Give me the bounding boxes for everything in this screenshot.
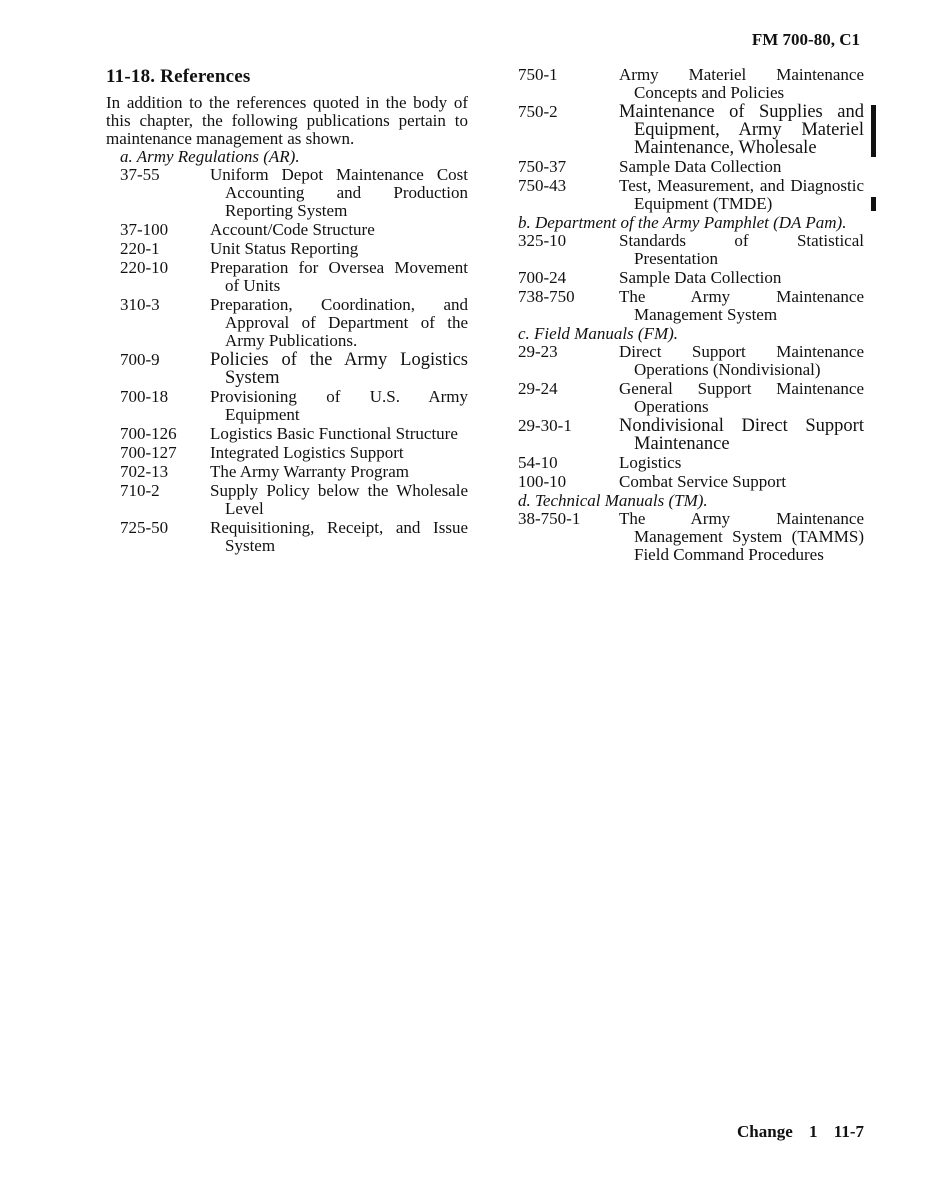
ref-number: 38-750-1 (518, 509, 581, 528)
page-number: 11-7 (833, 1122, 864, 1141)
ref-title: Sample Data Collection (619, 157, 782, 176)
ref-number: 750-1 (518, 65, 558, 84)
ref-title: The Army Warranty Program (210, 462, 409, 481)
ref-title: The Army Maintenance Management System (TAMMS) Field Command Procedures (619, 509, 864, 564)
ref-title: Logistics (619, 453, 682, 472)
ref-title: Requisitioning, Receipt, and Issue System (210, 518, 468, 555)
ref-title: Army Materiel Maintenance Concepts and Policies (619, 65, 864, 102)
ref-title: Nondivisional Direct Support Maintenance (619, 416, 864, 454)
right-column (518, 66, 864, 565)
ref-entry (518, 473, 864, 491)
ref-entry (106, 166, 468, 220)
ref-entry (518, 158, 864, 176)
ref-entry (518, 288, 864, 324)
ref-entry (518, 510, 864, 564)
ref-entry (106, 240, 468, 258)
ar-heading: a. Army Regulations (AR). (120, 147, 300, 166)
ref-entry (106, 463, 468, 481)
ref-number: 710-2 (120, 481, 160, 500)
ref-title: Preparation for Oversea Movement of Units (210, 258, 468, 295)
ref-title: Unit Status Reporting (210, 239, 359, 258)
ref-entry (106, 482, 468, 518)
ref-number: 100-10 (518, 472, 567, 491)
ref-title: General Support Maintenance Operations (619, 379, 864, 416)
change-bar (871, 197, 876, 211)
ref-number: 700-126 (120, 424, 177, 443)
section-title: 11-18. References (106, 66, 251, 87)
ref-entry (106, 296, 468, 350)
ref-title: Integrated Logistics Support (210, 443, 404, 462)
ref-number: 37-100 (120, 220, 169, 239)
ref-number: 325-10 (518, 231, 567, 250)
ref-number: 750-43 (518, 176, 567, 195)
ref-title: Combat Service Support (619, 472, 787, 491)
ref-title: Preparation, Coordination, and Approval of Department of the Army Publications. (210, 295, 468, 350)
ref-number: 220-1 (120, 239, 160, 258)
ref-title: Logistics Basic Functional Structure (210, 424, 458, 443)
ref-number: 700-18 (120, 387, 169, 406)
ref-number: 220-10 (120, 258, 169, 277)
ref-entry (518, 380, 864, 416)
change-number: Change 1 (737, 1122, 818, 1141)
ref-entry (106, 221, 468, 239)
ref-number: 750-37 (518, 157, 567, 176)
ref-entry (106, 351, 468, 387)
ref-entry (106, 259, 468, 295)
ref-number: 29-24 (518, 379, 558, 398)
page-footer (737, 1122, 864, 1142)
ref-number: 54-10 (518, 453, 558, 472)
tm-heading: d. Technical Manuals (TM). (518, 491, 708, 510)
ref-number: 700-127 (120, 443, 177, 462)
ref-entry (518, 269, 864, 287)
ref-entry (518, 454, 864, 472)
left-column (106, 66, 468, 556)
ref-entry (518, 343, 864, 379)
dapam-heading: b. Department of the Army Pamphlet (DA Pam). (518, 213, 847, 232)
ref-number: 700-24 (518, 268, 567, 287)
ref-number: 700-9 (120, 350, 160, 369)
ref-entry (106, 519, 468, 555)
ref-title: Standards of Statistical Presentation (619, 231, 864, 268)
ref-number: 310-3 (120, 295, 160, 314)
ref-number: 725-50 (120, 518, 169, 537)
ref-title: Sample Data Collection (619, 268, 782, 287)
ref-title: Supply Policy below the Wholesale Level (210, 481, 468, 518)
ref-entry (518, 232, 864, 268)
ref-number: 29-30-1 (518, 416, 572, 435)
ref-number: 29-23 (518, 342, 558, 361)
ref-title: Test, Measurement, and Diagnostic Equipment (TMDE) (619, 176, 864, 213)
change-bar (871, 105, 876, 157)
ref-entry (518, 177, 864, 213)
ref-title: Policies of the Army Logistics System (210, 350, 468, 388)
document-id: FM 700-80, C1 (751, 30, 860, 49)
ref-entry (518, 417, 864, 453)
ref-number: 37-55 (120, 165, 160, 184)
ref-number: 738-750 (518, 287, 575, 306)
section-intro: In addition to the references quoted in the body of this chapter, the following publications pertain to maintenance management as shown. (106, 93, 468, 148)
ref-number: 702-13 (120, 462, 169, 481)
ref-entry (106, 425, 468, 443)
ref-entry (106, 444, 468, 462)
ref-title: Maintenance of Supplies and Equipment, Army Materiel Maintenance, Wholesale (619, 102, 864, 158)
ref-number: 750-2 (518, 102, 558, 121)
ref-title: Direct Support Maintenance Operations (Nondivisional) (619, 342, 864, 379)
fm-heading: c. Field Manuals (FM). (518, 324, 679, 343)
ref-title: The Army Maintenance Management System (619, 287, 864, 324)
ref-title: Account/Code Structure (210, 220, 375, 239)
ref-entry (518, 103, 864, 157)
ref-title: Provisioning of U.S. Army Equipment (210, 387, 468, 424)
ref-title: Uniform Depot Maintenance Cost Accounting and Production Reporting System (210, 165, 468, 220)
ref-entry (106, 388, 468, 424)
ref-entry (518, 66, 864, 102)
